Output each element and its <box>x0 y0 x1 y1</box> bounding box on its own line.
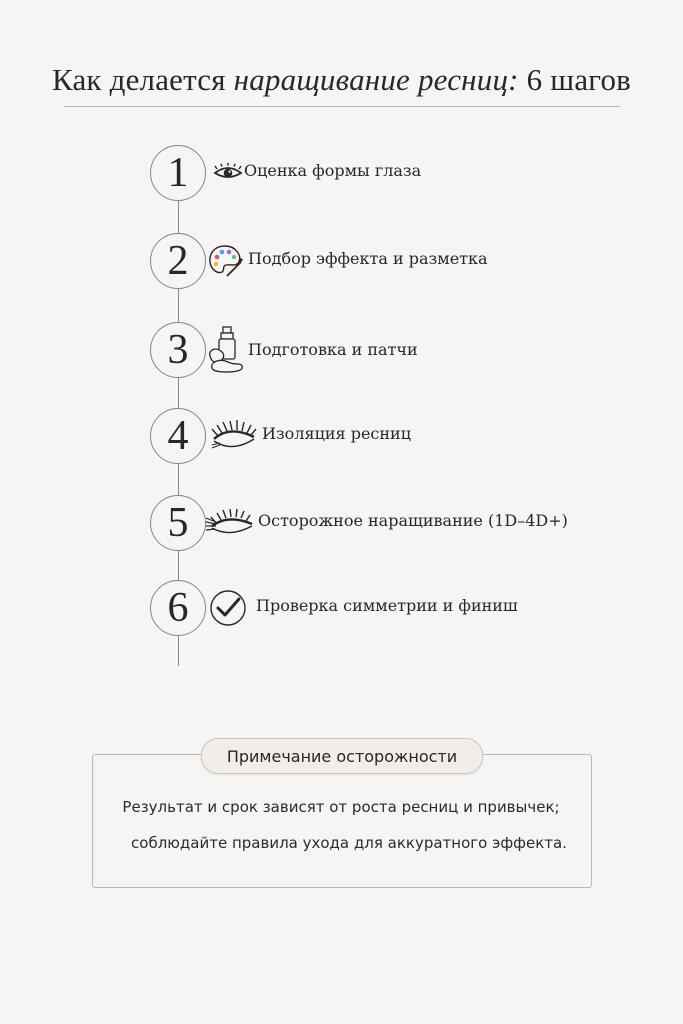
step-number: 5 <box>150 495 206 551</box>
title-part-2: наращивание ресниц: <box>233 62 527 97</box>
step-label: Проверка симметрии и финиш <box>256 596 518 615</box>
caution-note-heading: Примечание осторожности <box>201 738 483 774</box>
step-3 <box>150 322 630 378</box>
step-number: 6 <box>150 580 206 636</box>
lash-icon <box>206 503 254 543</box>
caution-note-line-1: Результат и срок зависят от роста ресниц и привычек; <box>122 798 560 816</box>
step-4 <box>150 408 630 464</box>
step-6 <box>150 580 630 636</box>
lash-icon <box>210 416 258 456</box>
title-part-3: 6 шагов <box>526 62 631 97</box>
title-part-1: Как делается <box>51 62 234 97</box>
checkmark-icon <box>208 588 248 628</box>
step-label: Оценка формы глаза <box>244 161 422 180</box>
title-divider <box>64 106 620 107</box>
caution-note-line-2: соблюдайте правила ухода для аккуратного эффекта. <box>131 834 567 852</box>
step-number: 1 <box>150 145 206 201</box>
eye-icon <box>208 153 248 193</box>
palette-icon <box>206 241 246 281</box>
step-label: Подготовка и патчи <box>248 340 418 359</box>
step-label: Подбор эффекта и разметка <box>248 249 488 268</box>
step-number: 2 <box>150 233 206 289</box>
step-number: 4 <box>150 408 206 464</box>
step-label: Изоляция ресниц <box>262 424 411 443</box>
step-5 <box>150 495 630 551</box>
step-1 <box>150 145 630 201</box>
caution-note-box <box>92 754 592 888</box>
patches-bottle-icon <box>206 324 246 374</box>
step-label: Осторожное наращивание (1D–4D+) <box>258 511 568 530</box>
page-title <box>0 62 683 98</box>
step-2 <box>150 233 630 289</box>
step-number: 3 <box>150 322 206 378</box>
